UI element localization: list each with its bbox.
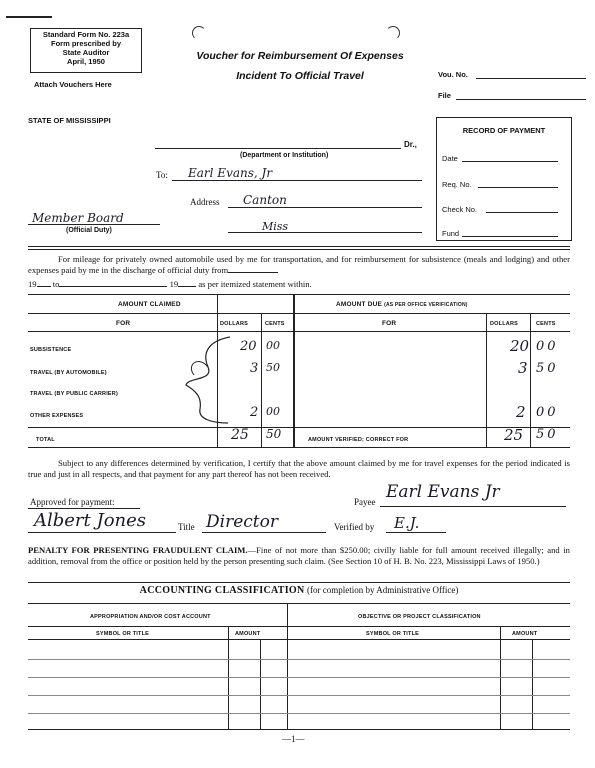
address-line: [228, 207, 422, 208]
page-number: —1—: [282, 734, 305, 744]
record-title: RECORD OF PAYMENT: [462, 126, 546, 135]
form-prescribed: Form prescribed by: [50, 39, 122, 48]
total-label: TOTAL: [36, 437, 55, 443]
punch-hole-right: [386, 26, 400, 40]
hline-header: [28, 313, 570, 314]
to-value: Earl Evans, Jr: [188, 166, 273, 180]
col-dollars-claimed: DOLLARS: [220, 321, 248, 327]
col-dollars-due: DOLLARS: [490, 321, 518, 327]
approver-line: [28, 532, 176, 533]
amount-due-header: [336, 301, 468, 308]
city-line: [228, 232, 422, 233]
payee-line: [380, 506, 566, 507]
amount-claimed-header: AMOUNT CLAIMED: [118, 301, 181, 308]
col-cents-due: CENTS: [536, 321, 556, 327]
row-other-label: OTHER EXPENSES: [30, 413, 84, 419]
acct-hline-1: [28, 626, 570, 627]
record-fund-label: Fund: [442, 229, 460, 238]
col-for-claimed: FOR: [116, 320, 131, 327]
record-of-payment-box: [436, 117, 572, 241]
acct-vline-mid: [287, 604, 288, 729]
verified-by-label: Verified by: [334, 522, 375, 532]
row-other-dollars: 2: [250, 405, 259, 420]
approved-label: Approved for payment:: [30, 497, 115, 507]
row-other-cents: 00: [266, 405, 280, 418]
title-value: Director: [206, 512, 278, 532]
acct-vline-right-amt2: [532, 639, 533, 729]
separator-top: [28, 246, 570, 250]
objective-header: OBJECTIVE OR PROJECT CLASSIFICATION: [358, 614, 481, 620]
row-auto-cents: 50: [266, 361, 280, 374]
dr-label: Dr.,: [404, 140, 417, 149]
form-auditor: State Auditor: [62, 48, 110, 57]
file-label: File: [438, 91, 451, 100]
acct-hline-3: [28, 659, 570, 660]
record-req-line: [478, 187, 558, 188]
verified-by-value: E.J.: [394, 514, 420, 532]
file-line: [456, 99, 586, 100]
col-cents-claimed: CENTS: [265, 321, 285, 327]
year-2: 19: [169, 279, 179, 289]
record-req-label: Req. No.: [442, 180, 472, 189]
city-value: Miss: [262, 220, 289, 233]
vou-label: Vou. No.: [438, 70, 468, 79]
acct-hline-6: [28, 713, 570, 714]
title-label: Title: [178, 522, 195, 532]
approved-line: [28, 508, 140, 509]
row-subsistence-label: SUBSISTENCE: [30, 347, 72, 353]
row-other-due-dollars: 2: [516, 403, 526, 421]
acct-hline-2: [28, 639, 570, 640]
col-for-due: FOR: [382, 320, 397, 327]
bracket-scribble: [168, 331, 238, 429]
row-subsistence-due-cents: 00: [536, 339, 559, 354]
accounting-heading: [28, 585, 570, 596]
address-label: Address: [190, 197, 220, 207]
statement-period: [28, 279, 312, 289]
symbol-header-left: SYMBOL OR TITLE: [96, 631, 150, 637]
statement-text: [28, 254, 570, 275]
statement-body: For mileage for privately owned automobile used by me for transportation, and for reimbursement for subsistence (meals and lodging) and other expenses paid by me in the discharge of official duty from: [28, 254, 570, 275]
corner-mark: [6, 16, 52, 18]
title-line-1: Voucher for Reimbursement Of Expenses: [196, 50, 404, 62]
verified-cents: 50: [536, 427, 559, 442]
hline-total: [28, 427, 570, 428]
to-label: To:: [156, 170, 168, 180]
form-number-box: [30, 28, 142, 73]
to-line: [172, 180, 422, 181]
official-duty-line: [28, 224, 160, 225]
year-1: 19: [28, 279, 37, 289]
attach-note: Attach Vouchers Here: [34, 80, 112, 89]
department-line: [155, 148, 401, 149]
accounting-title: ACCOUNTING CLASSIFICATION: [139, 585, 305, 596]
symbol-header-right: SYMBOL OR TITLE: [366, 631, 420, 637]
acct-hline-5: [28, 695, 570, 696]
verified-by-line: [386, 532, 446, 533]
record-check-label: Check No.: [442, 205, 478, 214]
form-title: [176, 46, 424, 86]
department-caption: (Department or Institution): [240, 152, 329, 159]
official-duty-value: Member Board: [32, 211, 124, 225]
payee-label: Payee: [354, 497, 376, 507]
row-auto-dollars: 3: [250, 361, 259, 376]
amount-header-left: AMOUNT: [235, 631, 261, 637]
penalty-text: [28, 545, 570, 566]
total-cents: 50: [266, 427, 282, 441]
title-line-2: Incident To Official Travel: [236, 70, 364, 82]
acct-hline-4: [28, 677, 570, 678]
form-date: April, 1950: [67, 57, 105, 66]
accounting-sub: (for completion by Administrative Office): [307, 585, 459, 595]
penalty-body: —Fine of not more than $250.00; civilly liable for full amount received illegally; and in addition, removal from the office or position held by the person presenting such claim. (See Section 10 of H. B. No. 223, Mississippi Laws of 1950.): [28, 545, 570, 566]
amounts-table: [28, 294, 570, 448]
address-value: Canton: [243, 193, 287, 207]
separator-accounting: [28, 582, 570, 583]
approver-signature: Albert Jones: [34, 510, 147, 531]
vline-middle: [293, 295, 295, 447]
record-check-line: [486, 212, 558, 213]
row-subsistence-cents: 00: [266, 339, 280, 352]
record-date-label: Date: [442, 154, 458, 163]
row-carrier-label: TRAVEL (BY PUBLIC CARRIER): [30, 391, 119, 397]
verified-dollars: 25: [504, 426, 524, 444]
approp-header: APPROPRIATION AND/OR COST ACCOUNT: [90, 614, 211, 620]
title-line: [202, 532, 326, 533]
amount-due-sub: (AS PER OFFICE VERIFICATION): [384, 302, 468, 308]
to-word: to: [52, 279, 60, 289]
penalty-heading: PENALTY FOR PRESENTING FRAUDULENT CLAIM.: [28, 545, 248, 555]
row-subsistence-dollars: 20: [240, 339, 257, 354]
row-auto-label: TRAVEL (BY AUTOMOBILE): [30, 370, 107, 376]
certify-text: Subject to any differences determined by verification, I certify that the above amount claimed by me for travel expenses for the period indicated is true and just in all respects, and that payment for any part thereof has not been received.: [28, 458, 570, 479]
statement-tail: as per itemized statement within.: [198, 279, 312, 289]
punch-hole-left: [192, 26, 206, 40]
accounting-table: [28, 603, 570, 730]
total-dollars: 25: [231, 427, 249, 443]
official-duty-caption: (Official Duty): [66, 227, 112, 234]
record-date-line: [462, 161, 558, 162]
row-other-due-cents: 00: [536, 405, 559, 420]
hline-colheads: [28, 331, 570, 332]
row-auto-due-cents: 50: [536, 361, 559, 376]
state-label: STATE OF MISSISSIPPI: [28, 116, 111, 125]
payee-signature: Earl Evans Jr: [386, 482, 500, 502]
verified-label: AMOUNT VERIFIED; CORRECT FOR: [308, 437, 409, 443]
acct-vline-left-amt2: [260, 639, 261, 729]
row-subsistence-due-dollars: 20: [510, 337, 530, 355]
row-auto-due-dollars: 3: [518, 359, 528, 377]
vou-line: [476, 78, 586, 79]
amount-due-title: AMOUNT DUE: [336, 301, 383, 308]
record-fund-line: [462, 236, 558, 237]
amount-header-right: AMOUNT: [512, 631, 538, 637]
form-number: Standard Form No. 223a: [42, 30, 130, 39]
